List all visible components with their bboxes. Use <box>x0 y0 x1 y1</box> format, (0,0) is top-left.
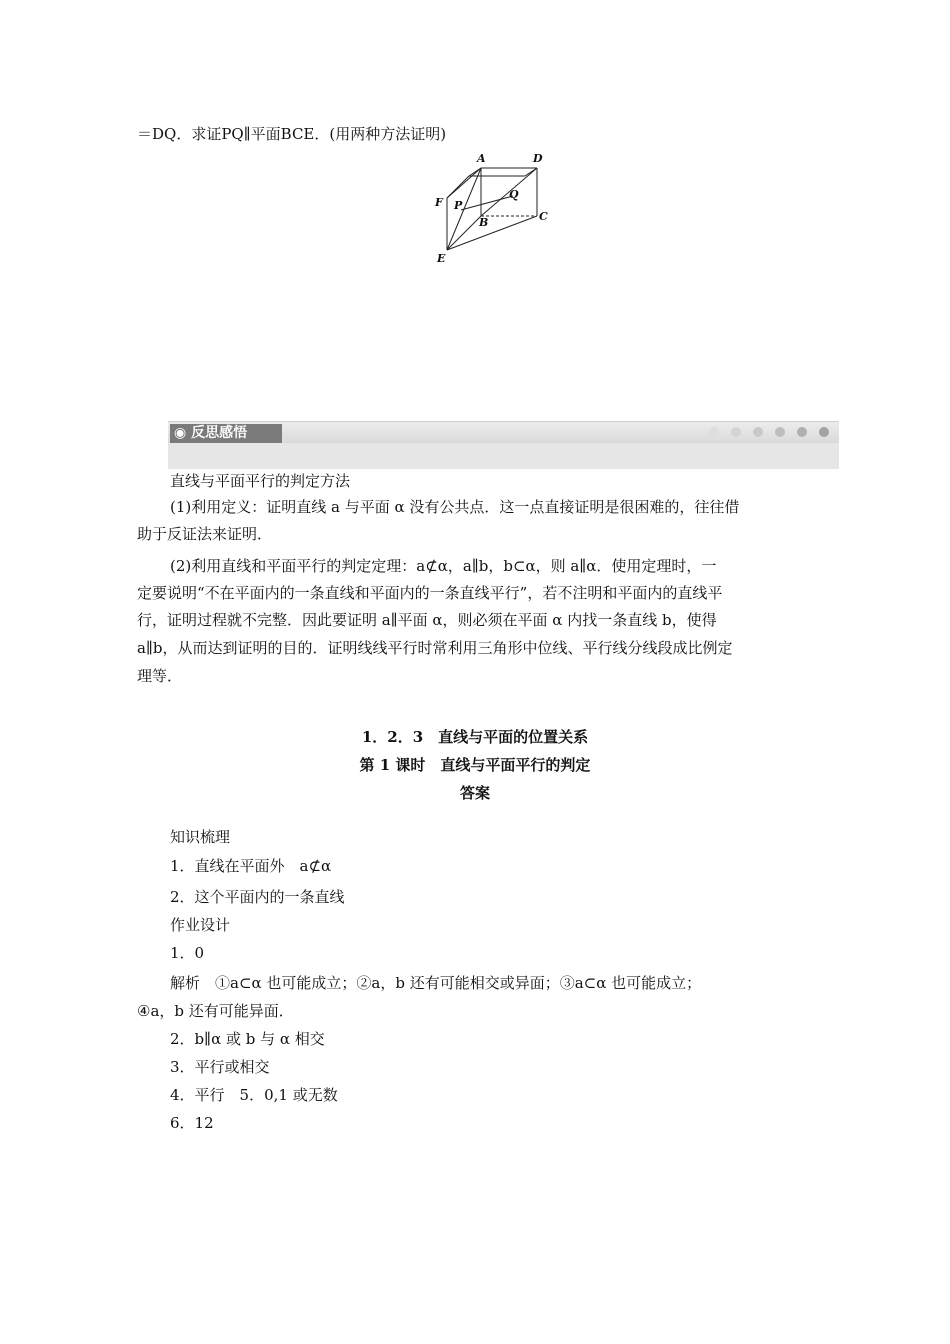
reflection-line: 行，证明过程就不完整．因此要证明 a∥平面 α，则必须在平面 α 内找一条直线 b，使得 <box>137 611 717 629</box>
label-P: P <box>454 199 463 212</box>
decor-dot-icon <box>753 427 763 437</box>
reflection-line: (2)利用直线和平面平行的判定定理：a⊄α，a∥b，b⊂α，则 a∥α．使用定理时，一 <box>170 557 717 575</box>
answer-line: ④a，b 还有可能异面． <box>137 1002 294 1020</box>
target-icon: ◉ <box>174 425 187 441</box>
reflection-line: 定要说明“不在平面内的一条直线和平面内的一条直线平行”，若不注明和平面内的直线平 <box>137 584 723 602</box>
decor-dot-icon <box>775 427 785 437</box>
banner-label <box>170 424 282 443</box>
reflection-line: 助于反证法来证明． <box>137 525 273 543</box>
reflection-line: a∥b，从而达到证明的目的．证明线线平行时常利用三角形中位线、平行线分线段成比例定 <box>137 639 733 657</box>
answer-line: 作业设计 <box>170 916 231 934</box>
decor-dot-icon <box>797 427 807 437</box>
label-F: F <box>435 196 443 209</box>
answer-line: 2．这个平面内的一条直线 <box>170 888 345 906</box>
reflection-heading: 直线与平面平行的判定方法 <box>170 472 351 490</box>
label-Q: Q <box>509 188 519 201</box>
label-C: C <box>539 210 548 223</box>
answer-line: 6．12 <box>170 1114 214 1132</box>
decor-dot-icon <box>731 427 741 437</box>
problem-continuation: ＝DQ．求证PQ∥平面BCE．(用两种方法证明) <box>137 125 447 143</box>
edge-EB <box>447 216 481 250</box>
answer-line: 3．平行或相交 <box>170 1058 270 1076</box>
edge-EC <box>447 216 537 250</box>
label-E: E <box>437 252 446 265</box>
reflection-line: (1)利用定义：证明直线 a 与平面 α 没有公共点．这一点直接证明是很困难的，往往借 <box>170 498 740 516</box>
decor-dot-icon <box>819 427 829 437</box>
decor-dot-icon <box>709 427 719 437</box>
answer-line: 解析 ①a⊂α 也可能成立；②a，b 还有可能相交或异面；③a⊂α 也可能成立； <box>170 974 702 992</box>
lesson-heading: 第 1 课时 直线与平面平行的判定 <box>359 756 591 774</box>
answer-line: 2．b∥α 或 b 与 α 相交 <box>170 1030 325 1048</box>
answer-line: 1．0 <box>170 944 205 962</box>
reflection-banner <box>168 421 839 469</box>
section-heading: 1．2．3 直线与平面的位置关系 <box>361 728 589 746</box>
label-A: A <box>477 152 486 165</box>
answer-line: 4．平行 5．0,1 或无数 <box>170 1086 338 1104</box>
banner-title: 反思感悟 <box>191 425 248 441</box>
answer-line: 1．直线在平面外 a⊄α <box>170 857 332 875</box>
geometry-figure <box>425 150 560 268</box>
label-D: D <box>533 152 543 165</box>
answers-heading: 答案 <box>459 784 490 802</box>
edge-F-topback <box>447 176 469 198</box>
answer-line: 知识梳理 <box>170 828 231 846</box>
banner-strip <box>168 421 839 443</box>
label-B: B <box>479 216 489 229</box>
reflection-line: 理等． <box>137 667 183 685</box>
